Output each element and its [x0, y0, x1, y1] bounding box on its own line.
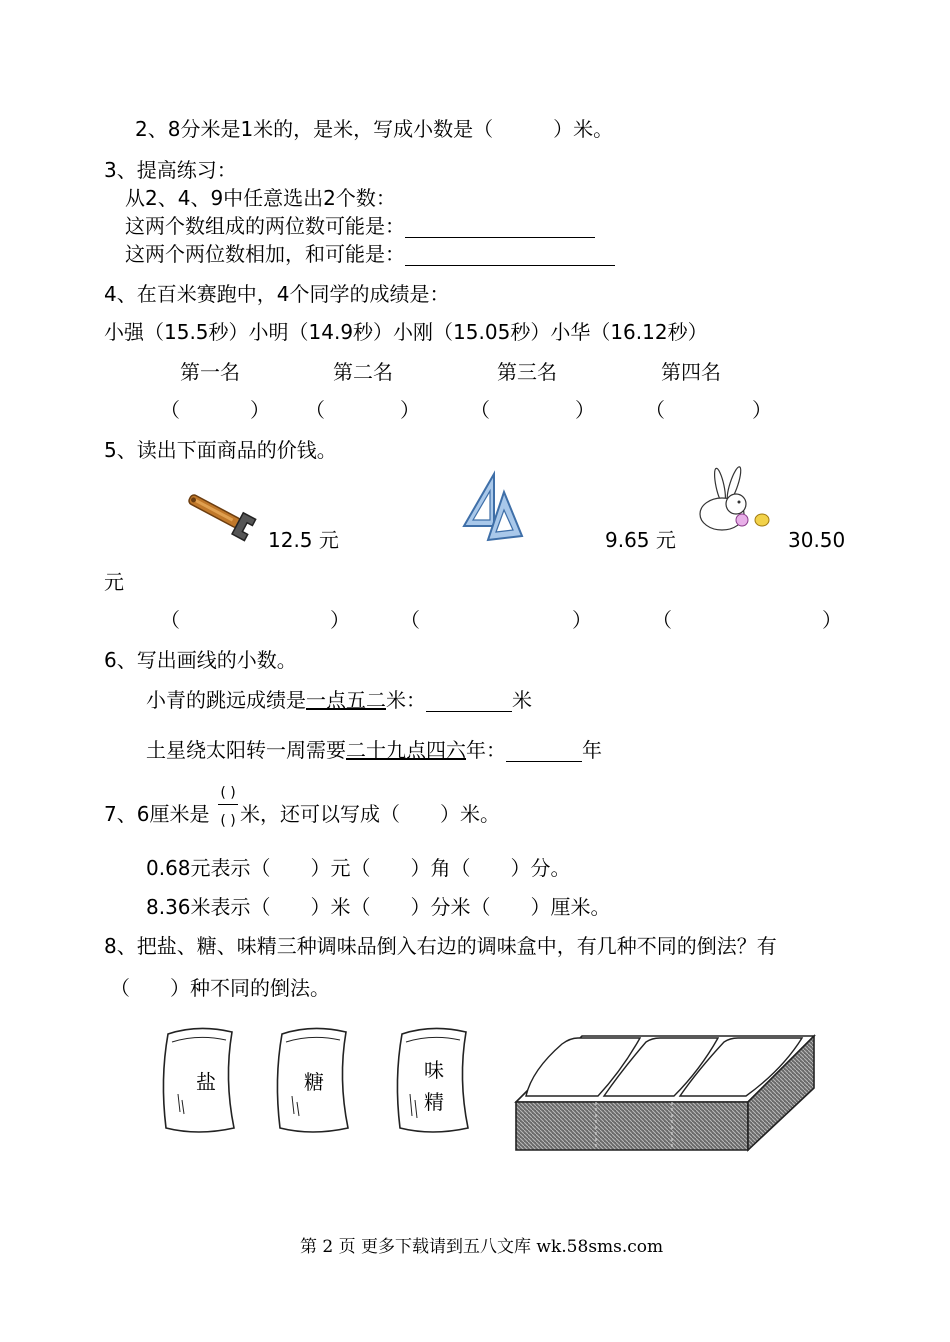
q3-line3: 这两个两位数相加，和可能是： [125, 242, 615, 266]
price-3: 30.50 [788, 528, 846, 552]
q7-pre: 7、6厘米是 [104, 802, 210, 826]
price-2-paren-close: ） [572, 608, 592, 632]
q6-answer-blank-1[interactable] [426, 691, 512, 712]
rank-2-paren-close: ） [400, 398, 420, 422]
price-3-paren-close: ） [822, 608, 842, 632]
sugar-label: 糖 [304, 1070, 324, 1094]
msg-label-2: 精 [424, 1090, 444, 1114]
rank-1-paren-open: （ [160, 398, 180, 422]
price-3-paren-open: （ [652, 608, 672, 632]
q7-line2: 0.68元表示（ ）元（ ）角（ ）分。 [146, 856, 571, 880]
fraction-numerator: ( ) [220, 785, 236, 801]
q4-title: 4、在百米赛跑中，4个同学的成绩是： [104, 282, 450, 306]
rank-2: 第二名 [333, 360, 393, 384]
msg-label-1: 味 [424, 1058, 444, 1082]
q5-title: 5、读出下面商品的价钱。 [104, 438, 337, 462]
seasoning-box-icon [512, 1030, 818, 1154]
underlined-number-1: 一点五二 [306, 688, 386, 712]
q8-line1: 8、把盐、糖、味精三种调味品倒入右边的调味盒中，有几种不同的倒法？有 [104, 934, 777, 958]
q8-line2: （ ）种不同的倒法。 [110, 976, 330, 1000]
price-1-paren-close: ） [330, 608, 350, 632]
rank-4-paren-close: ） [752, 398, 772, 422]
q3-answer-blank-2[interactable] [405, 245, 615, 266]
fraction-bar [218, 804, 238, 805]
q3-line2: 这两个数组成的两位数可能是： [125, 214, 595, 238]
rank-2-paren-open: （ [305, 398, 325, 422]
price-1: 12.5 元 [268, 528, 339, 552]
rabbit-toy-icon [696, 464, 776, 536]
rank-3-paren-open: （ [470, 398, 490, 422]
rank-1: 第一名 [180, 360, 240, 384]
set-square-icon [460, 470, 524, 544]
price-3-unit: 元 [104, 570, 124, 594]
fraction-denominator: ( ) [220, 813, 236, 829]
q3-title: 3、提高练习： [104, 158, 237, 182]
q6-title: 6、写出画线的小数。 [104, 648, 297, 672]
rank-3-paren-close: ） [575, 398, 595, 422]
underlined-number-2: 二十九点四六 [346, 738, 466, 762]
rank-4-paren-open: （ [645, 398, 665, 422]
price-2-paren-open: （ [400, 608, 420, 632]
rank-3: 第三名 [497, 360, 557, 384]
page-footer: 第 2 页 更多下载请到五八文库 wk.58sms.com [300, 1237, 664, 1257]
q7-line3: 8.36米表示（ ）米（ ）分米（ ）厘米。 [146, 895, 611, 919]
price-2: 9.65 元 [605, 528, 676, 552]
rank-4: 第四名 [661, 360, 721, 384]
wrench-icon [180, 488, 260, 540]
q6-line2: 土星绕太阳转一周需要二十九点四六年： 年 [146, 738, 602, 762]
q3-answer-blank-1[interactable] [405, 217, 595, 238]
q4-results: 小强（15.5秒）小明（14.9秒）小刚（15.05秒）小华（16.12秒） [104, 320, 708, 344]
salt-label: 盐 [196, 1070, 216, 1094]
q6-line1: 小青的跳远成绩是一点五二米： 米 [146, 688, 532, 712]
q6-answer-blank-2[interactable] [506, 741, 582, 762]
q3-line1: 从2、4、9中任意选出2个数： [125, 186, 396, 210]
q2-text: 2、8分米是1米的，是米，写成小数是（ ）米。 [135, 117, 614, 141]
q7-post: 米，还可以写成（ ）米。 [240, 802, 500, 826]
rank-1-paren-close: ） [250, 398, 270, 422]
price-1-paren-open: （ [160, 608, 180, 632]
